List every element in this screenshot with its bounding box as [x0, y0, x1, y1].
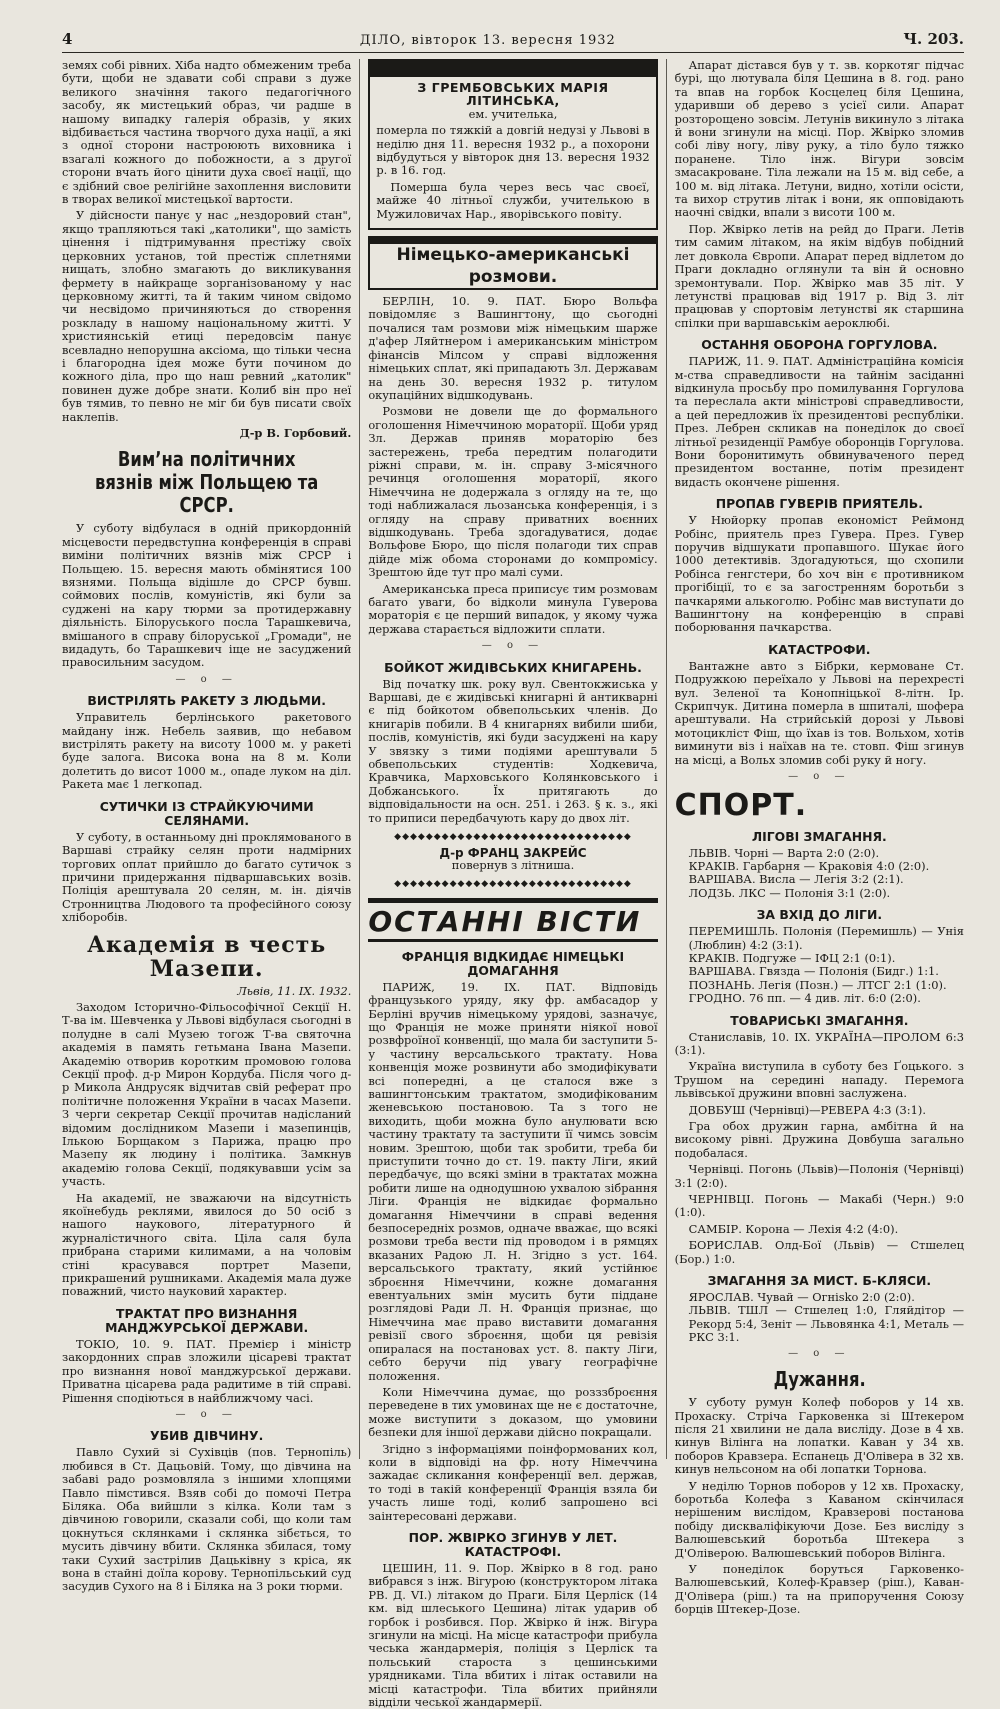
article-text: БЕРЛІН, 10. 9. ПАТ. Бюро Вольфа повідомляє з Вашингтону, що сьогодні почалися там розмови між німецьким шарже д'афер Ляйтнером і американським міністром фінансів Мілсом у справі відложення німецьких сплат, які припадають Зл. Державам на день 30. вересня 1932 р. титулом окупаційних відшкодувань.	[368, 294, 658, 402]
article-text: Україна виступила в суботу без Ґоцького. з Трушом на середині нападу. Перемога львівської дружини вповні заслужена.	[674, 1059, 964, 1101]
headline-wrestling: Дужання.	[773, 1367, 866, 1392]
result-line: КРАКІВ. Гарбарня — Краковія 4:0 (2:0).	[688, 858, 930, 873]
page-number: 4	[62, 30, 73, 48]
obituary-black-bar	[370, 61, 655, 77]
columns	[62, 58, 964, 1709]
article-text: У суботу, в останньому дні проклямованого в Варшаві страйку селян проти надмірних торгових оплат прийшло до багато сутичок з причини придержання підваршавських возів. Поліція арештувала 20 селян, м. ін. діячів Стронництва Людового та професійного союзу хліборобів.	[62, 829, 352, 925]
result-line: ГРОДНО. 76 пп. — 4 див. літ. 6:0 (2:0).	[688, 991, 921, 1006]
headline-league: ЛІГОВІ ЗМАГАННЯ.	[751, 828, 887, 844]
result-line: ПОЗНАНЬ. Легія (Позн.) — ЛТСГ 2:1 (1:0).	[688, 977, 947, 992]
article-text: Розмови не довели ще до формального оголошення Німеччиною мораторії. Щоби уряд Зл. Держав приняв мораторію без застережень, треба передтим полагодити ріжні справи, м. ін. справу 3-місячного речинця оголошення мораторії, якого Німеччина не додержала з огляду на те, що тоді наближалася льозанська конференція, і з огляду на справу приватних воєнних відшкодувань. Треба здогадуватися, додає Вольфове Бюро, що після полагоди тих справ дійде між обома сторонами до компромісу. Зрештою йде тут про малі суми.	[368, 404, 658, 580]
article-text: ПАРИЖ, 19. IX. ПАТ. Відповідь французького уряду, яку фр. амбасадор у Берліні вручив німецькому урядові, зазначує, що Франція не може приняти ніякої нової розвфроїної конвенції, що мала би заступити 5-у частину версальського трактату. Нова конвенція може розвинути або змодифікувати всі попередні, а це сталося вже з вашингтонським трактатом, змодифікованим женевською постановою. Та з того не виходить, щоби можна було анулювати всю частину трактату та заступити її чимсь зовсім новим. Зрештою, щоби так зробити, треба би приступити точно до ст. 19. пакту Ліги, який передбачує, що всякі зміни в трактатах можна робити лише на однодушною ухвалою зібрання Ліги. Франція не відкидає формально домагання Німеччини в справі ведення безпосередніх розмов, одначе вважає, що всякі розмови треба вести під проводом і в рямцях вказаних Радою Л. Н. Згідно з уст. 164. версальського трактату, який устійнює зброєння Німеччини, кожне домагання евентуальних змін мусить бути піддане розглядові Ради Л. Н. Франція признає, що Німеччина має право виставити домагання ревізії свого зброєння, щоби ця ревізія опиралася на постановах уст. 8. пакту Ліги, себто беручи під увагу географічне положення.	[368, 979, 658, 1383]
latest-news-banner: ОСТАННІ ВІСТИ	[368, 898, 657, 942]
divider: — o —	[788, 1347, 851, 1359]
article-text: У понеділок боруться Гарковенко-Валюшевський, Колеф-Кравзер (ріш.), Каван-Д'Оліверa (ріш.) та на припоручення Союзу борців Штекер-Дозе.	[674, 1561, 964, 1617]
article-text: ПАРИЖ, 11. 9. ПАТ. Адміністраційна комісія м-ства справедливости на тайнім засіданні відкинула просьбу про помилування Горгулова та переслала акти міністрові справедливости, а цей передложив їх президентові республіки. През. Лебрен скликав на понеділок до своєї літньої резиденції Рамбуе оборонців Горгулова. Вони боронитимуть обвинуваченого перед президентом востанне, потім президент видасть окончене рішення.	[674, 354, 964, 489]
article-text: земях собі рівних. Хіба надто обмеженим треба бути, щоби не здавати собі справи з дуже великого значіння такого педагогічного засобу, як мистецький образ, чи радше в нашому випадку галерія образів, у яких відбивається частина творчого духа нації, а які з одної сторони настроюють виховника і взагалі кожного до побожности, а з другої сторони вчать його цінити духа своєї нації, що є здібний свое релігійне захоплення висловити в творах великої мистецької вартости.	[62, 58, 352, 207]
result-line: ЧЕРНІВЦІ. Погонь — Макабі (Черн.) 9:0 (1:0).	[674, 1192, 964, 1220]
headline-girl: УБИВ ДІВЧИНУ.	[150, 1428, 264, 1444]
obituary-title: З ГРЕМБОВСЬКИХ МАРІЯ ЛІТИНСЬКА,	[417, 80, 609, 109]
headline-zhvirko: ПОР. ЖВІРКО ЗГИНУВ У ЛЕТ. КАТАСТРОФІ.	[408, 1529, 618, 1559]
article-text: У суботу румун Колеф поборов у 14 хв. Прохаску. Стріча Гарковенка зі Штекером після 21 хвилини не дала висліду. Дозе в 4 хв. кинув Вілінга на лопатки. Каван у 34 хв. поборов Кравзера. Еспанець Д'Оліверa в 32 хв. кинув нельсоном на обі лопатки Торнова.	[674, 1395, 964, 1477]
issue-number: Ч. 203.	[903, 30, 964, 48]
divider: — o —	[788, 771, 851, 783]
result-line: САМБІР. Корона — Лехія 4:2 (4:0).	[688, 1221, 899, 1236]
article-text: Згідно з інформаціями поінформованих кол, коли в відповіді на фр. ноту Німеччина зажадає скликання конференції вел. держав, то тоді в такій конференції Франція взяла би участь лише тоді, колиб запрошено всі заінтересовані держави.	[368, 1441, 658, 1523]
result-line: ВАРШАВА. Гвязда — Полонія (Бидг.) 1:1.	[688, 964, 939, 979]
headline-strike: СУТИЧКИ ІЗ СТРАЙКУЮЧИМИ СЕЛЯНАМИ.	[99, 798, 314, 828]
article-text: Від початку шк. року вул. Свентокжиська у Варшаві, де є жидівські книгарні й антикварні є під бойкотом обвепольських членів. До книгарів побили. В 4 книгарнях вибили шиби, послів, комуністів, які буди засуджені на кару У звязку з тими подіями арештували 5 обвепольських студентів: Ходкевича, Кравчика, Марховського Колянковського і Добжанського. Їх притягають до відповідальности на осн. 251. і 263. § к. з., які то приписи передбачують кару до двох літ.	[368, 676, 658, 825]
headline-exchange: Вимʼна політичних вязнів між Польщею та СРСР.	[94, 447, 319, 518]
article-text: Американська преса приписує тим розмовам багато уваги, бо відколи минула Гуверова мораторія є це перший випадок, у якому чужа держава старається відложити сплати.	[368, 581, 658, 636]
sport-heading: СПОРТ.	[674, 787, 808, 823]
obituary-text: померла по тяжкій а довгій недузі у Львові в неділю дня 11. вересня 1932 р., а похорони відбудуться у вівторок дня 13. вересня 1932 р. в 16. год.	[376, 123, 650, 178]
article-text: Управитель берлінського ракетового майдану інж. Небель заявив, що небавом вистрілять ракету на висоту 1000 м. у ракеті буде залога. Висока вона на 8 м. Коли долетить до висот 1000 м., опаде луком на діл. Ракета має 1 легкопад.	[62, 710, 352, 792]
divider: — o —	[175, 673, 238, 685]
headline-boycott: БОЙКОТ ЖИДІВСЬКИХ КНИГАРЕНЬ.	[384, 659, 642, 675]
result-line: КРАКІВ. Подгуже — ІФЦ 2:1 (0:1).	[688, 950, 896, 965]
headline-france: ФРАНЦІЯ ВІДКИДАЄ НІМЕЦЬКІ ДОМАГАННЯ	[401, 948, 625, 978]
article-text: Гра обох дружин гарна, амбітна й на високому рівні. Дружина Довбуша загально подобалася.	[674, 1119, 964, 1160]
article-text: Вантажне авто з Бібрки, кермоване Ст. Подружкою переїхало у Львові на перехресті вул. Зеленої та Конопніцької 8-літн. Ір. Скрипчук. Дитина померла в шпиталі, шофера арештували. На стрийській дорозі у Львові мотоцикліст Фіш, що їхав із тов. Вольхом, хотів виминути віз і наїхав на те. стовп. Фіш згинув на місці, а Вольх зломив собі руку й ногу.	[674, 658, 964, 767]
result-line: ЛЬВІВ. Чорні — Варта 2:0 (2:0).	[688, 845, 880, 860]
result-line: Станиславів, 10. IX. УКРАЇНА—ПРОЛОМ 6:3 (3:1).	[674, 1029, 964, 1057]
article-text: На академії, не зважаючи на відсутність якоїнебудь реклями, явилося до 50 осіб з нашого наукового, літературного й журналістичного світа. Ціла саля була прибрана старими килимами, а на чоловім стіні красувався портрет Мазепи, прикрашений рушниками. Академія мала дуже поважний, чисто науковий характер.	[62, 1190, 352, 1299]
article-text: Апарат дістався був у т. зв. коркотяг підчас бурі, що лютувала біля Цешина в 8. год. рано та впав на горбок Косцелец біля Цешина, ударивши об дерево з усієї сили. Апарат розторощено зовсім. Летунів викинуло з літака й вони згинули на місці. Пор. Жвірко зломив собі ліву ногу, ліву руку, а тіло було тяжко поранене. Тіло інж. Вігури зовсім змасакроване. Тіла лежали на 15 м. від себе, а 100 м. від літака. Летуни, видно, хотіли осісти, та вихор струтив літак і вони, як опповідають наочні свідки, впали з висоти 100 м.	[674, 58, 964, 220]
obituary-text: Померша була через весь час своєї, майже 40 літньої служби, учителькою в Мужиловичах Нар., яворівського повіту.	[376, 179, 650, 221]
newspaper-dateline: ДІЛО, вівторок 13. вересня 1932	[359, 33, 616, 48]
result-line: БОРИСЛАВ. Олд-Бої (Львів) — Стшелец (Бор.) 1:0.	[674, 1238, 964, 1266]
masthead	[62, 30, 964, 53]
obituary-box	[368, 59, 657, 230]
ornament-row: ◆◆◆◆◆◆◆◆◆◆◆◆◆◆◆◆◆◆◆◆◆◆◆◆◆◆◆◆◆◆	[394, 879, 632, 890]
ornament-row: ◆◆◆◆◆◆◆◆◆◆◆◆◆◆◆◆◆◆◆◆◆◆◆◆◆◆◆◆◆◆	[394, 832, 632, 843]
headline-catastrophes: КАТАСТРОФИ.	[768, 641, 871, 657]
article-text: У дійсности панує у нас „нездоровий стан", якщо трапляються такі „католики", що замість цінення і підтримування престіжу своїх церковних установ, той престіж сплетнями нищать, злобно змагають до викликування фермету в найкраще зорганізованому у нас церковному житті, та й таким чином свідомо чи несвідомо причиняються до створення розкладу в нашому національному житті. У християнській етиці передовсім панує всевладно непорушна аксіома, що тільки чесна і благородна ідея може бути почином до кожного діла, про що наш ревний „католик" повинен дуже добре знати. Колиб він про неї був тямив, то певно не міг би був писати своїх наклепів.	[62, 208, 352, 424]
column-1	[62, 58, 352, 1594]
result-line: ДОВБУШ (Чернівці)—РЕВЕРА 4:3 (3:1).	[688, 1102, 926, 1117]
result-line: ПЕРЕМИШЛЬ. Полонія (Перемишль) — Унія (Люблин) 4:2 (3:1).	[688, 924, 964, 952]
headline-bclass: ЗМАГАННЯ ЗА МИСТ. Б-КЛЯСИ.	[707, 1273, 932, 1289]
result-line: ЛОДЗЬ. ЛКС — Полонія 3:1 (2:0).	[688, 885, 891, 900]
result-line: ЛЬВІВ. ТШЛ — Стшелец 1:0, Гляйдітор — Рекорд 5:4, Зеніт — Львовянка 4:1, Металь — РКС 3:1.	[688, 1303, 964, 1345]
article-text: ЦЕШИН, 11. 9. Пор. Жвірко в 8 год. рано вибрався з інж. Вігурою (конструктором літака РВ. Д. VI.) літаком до Праги. Біля Церліск (14 км. від шлеського Цешина) літак ударив об горбок і розбився. Пор. Жвірко й інж. Вігура згинули на місці. На місце катастрофи прибула чеська жандармерія, поліція з Церліск та польський староста з цешинськими урядниками. Тіла вбитих і літак оставили на місці катастрофи. Тіла вбитих прийняли відділи чеської жандармерії.	[368, 1560, 658, 1709]
headline-treaty: ТРАКТАТ ПРО ВИЗНАННЯ МАНДЖУРСЬКОЇ ДЕРЖАВИ.	[105, 1305, 309, 1335]
column-3	[666, 58, 964, 1617]
headline-academy: Академія в честь Мазепи.	[87, 931, 327, 982]
academy-dateline: Львів, 11. IX. 1932.	[237, 983, 352, 998]
headline-hoover: ПРОПАВ ГУВЕРІВ ПРИЯТЕЛЬ.	[715, 496, 923, 512]
headline-rocket: ВИСТРІЛЯТЬ РАКЕТУ З ЛЮДЬМИ.	[87, 693, 326, 709]
article-text: У неділю Торнов поборов у 12 хв. Прохаску, боротьба Колефа з Каваном скінчилася нерішеним вислідом, Кравзерові постанова побіду дискваліфікуючи Дозе. Без висліду з Валюшевський боротьба Штекера з Д'Оліверою. Валюшевський поборов Вілінга.	[674, 1478, 964, 1560]
article-text: У суботу відбулася в одній прикордонній місцевости передвступна конференція в справі виміни політичних вязнів між СРСР і Польщею. 15. вересня мають обмінятися 100 вязнями. Польща відішле до СРСР бувш. соймових послів, комуністів, які були за суджені на кару тюрми за протидержавну діяльність. Білоруського посла Тарашкевича, вмішаного в справу білоруської „Громади", не видадуть, бо Тарашкевич іще не засуджений правосильним засудом.	[62, 521, 352, 670]
article-text: У Нюйорку пропав економіст Реймонд Робінс, приятель през Гувера. През. Гувер поручив відшукати пропавшого. Шукає його 1000 детективів. Здогадуються, що схопили Робінса генгстери, бо хоч він є противником прогібіції, то є за загостренням боротьби з пачкарями алькоголю. Робінс мав виступати до Вашингтону на конференцію в справі поборювання пачкарства.	[674, 513, 964, 635]
article-signature: Д-р В. Горбовий.	[239, 425, 352, 440]
divider: — o —	[481, 640, 545, 652]
article-text: Пор. Жвірко летів на рейд до Праги. Летів тим самим літаком, на якім відбув побідний лет довкола Європи. Апарат перед відлетом до Праги докладно оглянули та він й основно зремонтували. Пор. Жвірко мав 35 літ. У летунстві працював від 1917 р. Від 3. літ працював у спортовім летунстві як старшина спілки при варшавськім аероклюбі.	[674, 221, 964, 330]
result-line: Чернівці. Погонь (Львів)—Полонія (Чернівці) 3:1 (2:0).	[674, 1162, 964, 1190]
article-text: Заходом Історично-Фільософічної Секції Н. Т-ва ім. Шевченка у Львові відбулася сьогодні в полудне в салі Музею тогож Т-ва святочна академія в память гетьмана Івана Мазепи. Академію отворив коротким промовою голова Секції проф. д-р Мирон Кордуба. Після чого д-р Микола Андрусяк відчитав свій реферат про політичне положення України в часах Мазепи. З черги секретар Секції прочитав надісланий відомим дослідником Мазепи і мазепинців, Ількою Борщаком з Парижа, працю про Мазепу як людину і політика. Замкнув академію голова Секції, подякувавши усім за участь.	[62, 999, 352, 1189]
headline-talks-box	[368, 236, 657, 290]
article-text: Павло Сухий зі Сухівців (пов. Тернопіль) любився в Ст. Дацьовій. Тому, що дівчина на забаві радо розмовляла з іншими хлопцями Павло пімстився. Взяв собі до помочі Петра Біляка. Оба вийшли з кілка. Коли там з дівчиною говорили, сказали собі, що коли там цокнуться склянками і склянка зібється, то мусить дівчину вбити. Склянка збилася, тому таки Сухий застрілив Дацьківну з кріса, як вона в стайні доїла корову. Тернопільський суд засудив Сухого на 8 і Біляка на 3 роки тюрми.	[62, 1445, 352, 1594]
notice-text: повернув з літниша.	[451, 857, 575, 872]
result-line: ВАРШАВА. Висла — Легія 3:2 (2:1).	[688, 872, 904, 887]
article-text: ТОКІО, 10. 9. ПАТ. Премієр і міністр закордонних справ зложили цісареві трактат про визнання нової манджурської держави. Приватна цісарева рада радитиме в тій справі. Рішення сподіються в найближчому часі.	[62, 1336, 352, 1405]
article-text: Коли Німеччина думає, що розззброєння переведене в тих умовинах ще не є достаточне, може виступити з доказом, що умовини безпеки для іншої держави дійсно покращали.	[368, 1384, 658, 1440]
headline-friendly: ТОВАРИСЬКІ ЗМАГАННЯ.	[730, 1012, 909, 1028]
obituary-subtitle: ем. учителька,	[468, 106, 558, 121]
headline-talks: Німецько-американські розмови.	[396, 245, 630, 288]
divider: — o —	[175, 1408, 238, 1420]
headline-gorgulov: ОСТАННЯ ОБОРОНА ГОРГУЛОВА.	[701, 337, 938, 353]
headline-entry: ЗА ВХІД ДО ЛІГИ.	[756, 907, 883, 923]
result-line: ЯРОСЛАВ. Чувай — Огнisko 2:0 (2:0).	[688, 1290, 915, 1305]
notice-name: Д-р ФРАНЦ ЗАКРЕЙС	[439, 845, 587, 860]
column-2	[359, 59, 658, 1709]
